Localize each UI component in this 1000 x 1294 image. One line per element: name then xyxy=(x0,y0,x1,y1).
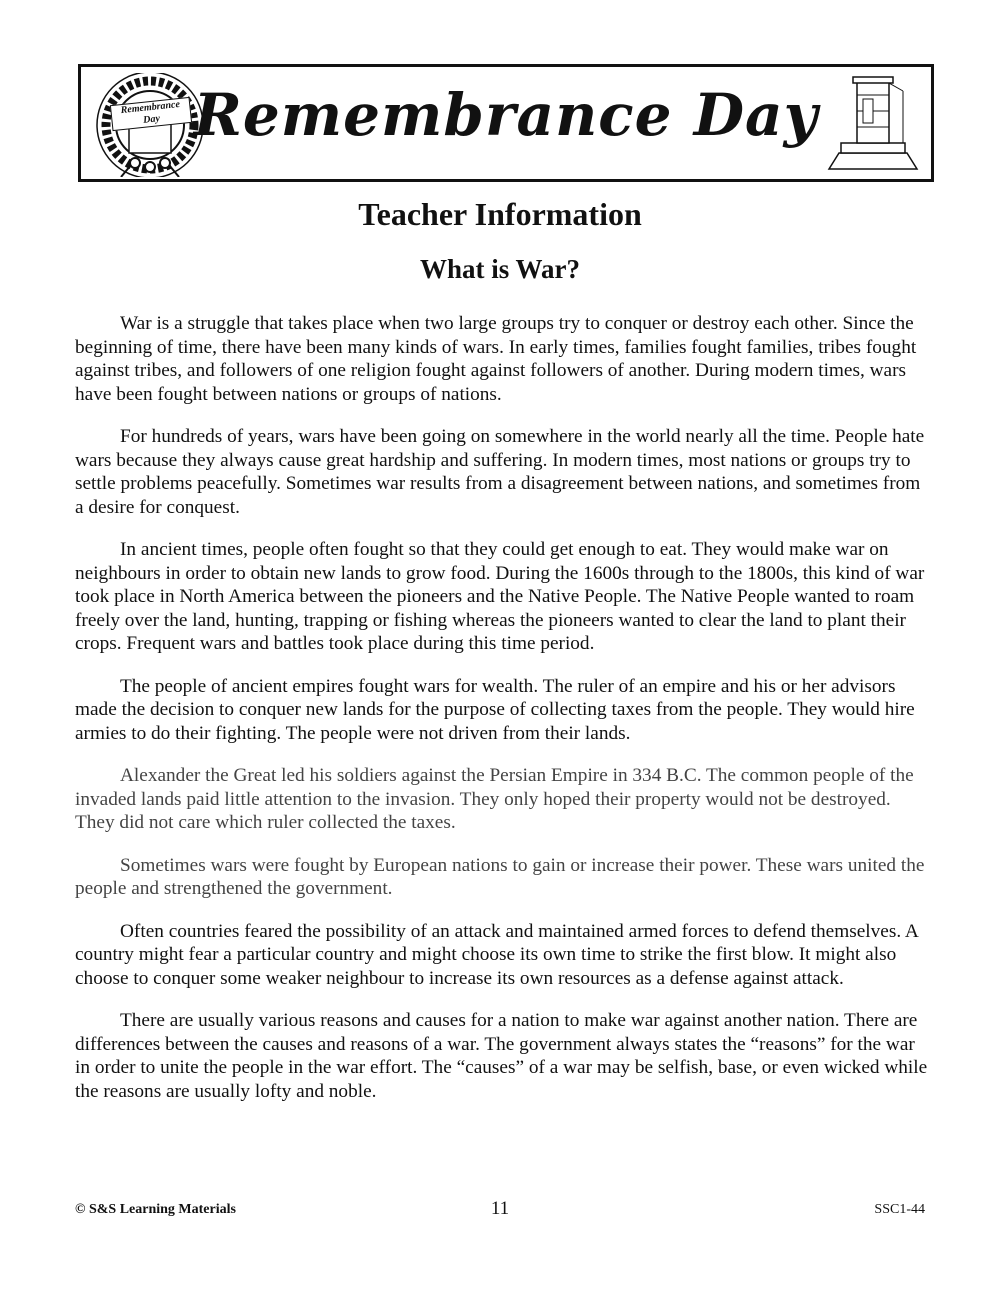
paragraph: Sometimes wars were fought by European nations to gain or increase their power. These wars united the people and strengthened the government. xyxy=(75,854,925,899)
paragraph: The people of ancient empires fought wars for wealth. The ruler of an empire and his or her advisors made the decision to conquer new lands for the purpose of collecting taxes from the people. They would hire armies to do their fighting. The people were not driven from their lands. xyxy=(75,675,915,744)
banner-title: Remembrance Day xyxy=(193,81,819,149)
page-title: Teacher Information xyxy=(358,196,642,232)
paragraph: There are usually various reasons and causes for a nation to make war against another nation. There are differences between the causes and reasons of a war. The government always states the “reasons” for the war in order to unite the people in the war effort. The “causes” of a war may be selfish, base, or even wicked while the reasons are usually lofty and noble. xyxy=(75,1010,928,1102)
product-code: SSC1-44 xyxy=(874,1202,925,1217)
section-heading: What is War? xyxy=(419,254,581,284)
paragraph: In ancient times, people often fought so that they could get enough to eat. They would make war on neighbours in order to obtain new lands to grow food. During the 1600s through to the 1800s, this kind of war took place in North America between the pioneers and the Native People. The Native People wanted to roam freely over the land, hunting, trapping or fishing whereas the pioneers wanted to clear the land to plant their crops. Frequent wars and battles took place during this time period. xyxy=(75,539,925,654)
paragraph: Often countries feared the possibility of an attack and maintained armed forces to defend themselves. A country might fear a particular country and might choose its own time to strike the first blow. It might also choose to conquer some weaker neighbour to increase its own resources as a defense against attack. xyxy=(75,920,918,989)
article-body xyxy=(75,312,930,1122)
title-banner xyxy=(78,64,934,182)
cenotaph-icon xyxy=(823,73,923,177)
paragraph: For hundreds of years, wars have been going on somewhere in the world nearly all the time. People hate wars because they always cause great hardship and suffering. In modern times, most nations or groups try to settle problems peacefully. Sometimes war results from a disagreement between nations, and sometimes from a desire for conquest. xyxy=(75,426,925,518)
copyright-notice: © S&S Learning Materials xyxy=(75,1202,236,1217)
paragraph: Alexander the Great led his soldiers against the Persian Empire in 334 B.C. The common people of the invaded lands paid little attention to the invasion. They only hoped their property would not be destroyed. They did not care which ruler collected the taxes. xyxy=(75,765,914,833)
paragraph: War is a struggle that takes place when two large groups try to conquer or destroy each other. Since the beginning of time, there have been many kinds of wars. In early times, families fought families, tribes fought against tribes, and followers of one religion fought against followers of another. During modern times, wars have been fought between nations or groups of nations. xyxy=(75,313,917,405)
page-number: 11 xyxy=(490,1198,510,1219)
wreath-label: Remembrance Day xyxy=(110,97,192,131)
